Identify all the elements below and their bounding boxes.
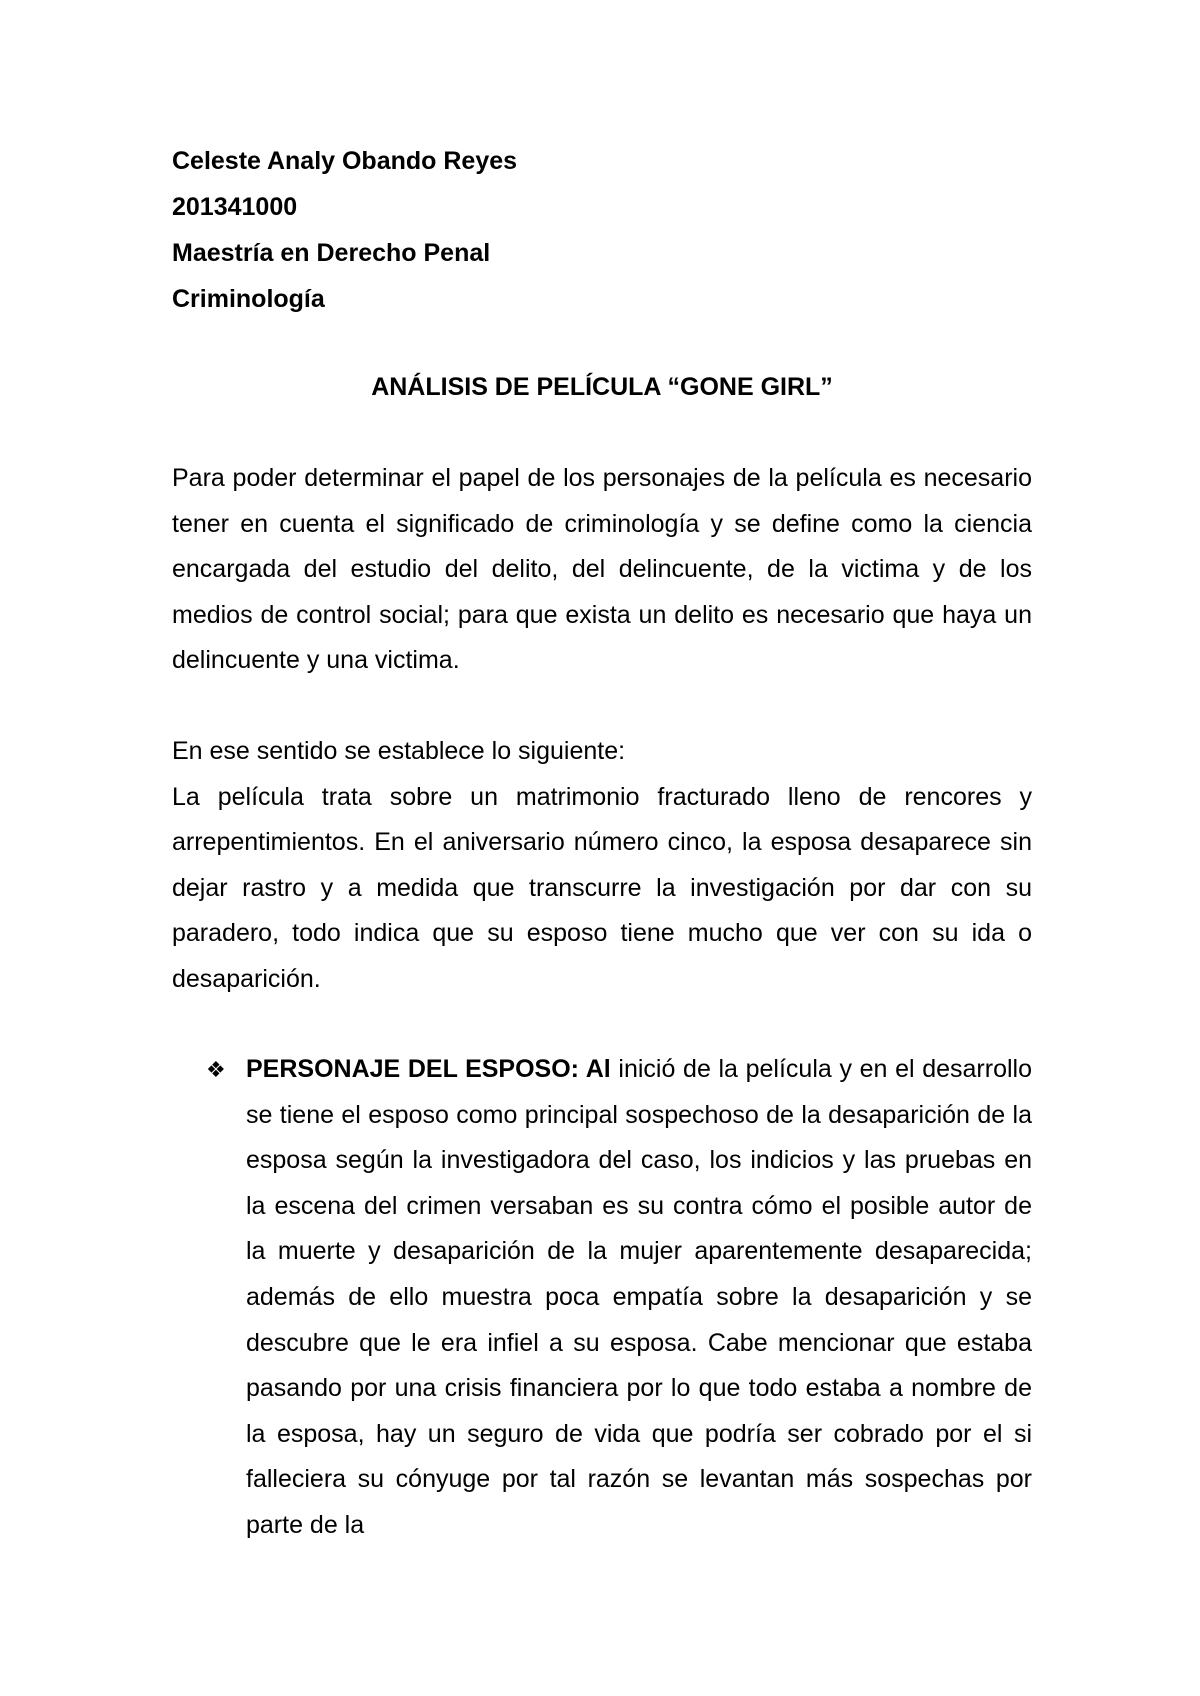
synopsis-text: La película trata sobre un matrimonio fracturado lleno de rencores y arrepentimientos. En el aniversario número cinco, la esposa desaparece sin dejar rastro y a medida que transcurre la investigación por dar con su paradero, todo indica que su esposo tiene mucho que ver con su ida o desaparición. (172, 782, 1032, 993)
document-title: ANÁLISIS DE PELÍCULA “GONE GIRL” (371, 373, 833, 401)
author-name: Celeste Analy Obando Reyes (172, 147, 518, 175)
intro-paragraph (172, 456, 1032, 684)
author-header (172, 138, 1032, 322)
synopsis-paragraph (172, 729, 1032, 1003)
synopsis-intro: En ese sentido se establece lo siguiente: (172, 737, 626, 765)
bullet-text: inició de la película y en el desarrollo se tiene el esposo como principal sospechoso de la desaparición de la esposa según la investigadora del caso, los indicios y las pruebas en la escena del crimen versaban es su contra cómo el posible autor de la muerte y desaparición de la mujer aparentemente desaparecida; además de ello muestra poca empatía sobre la desaparición y se descubre que le era infiel a su esposa. Cabe mencionar que estaba pasando por una crisis financiera por lo que todo estaba a nombre de la esposa, hay un seguro de vida que podría ser cobrado por el si falleciera su cónyuge por tal razón se levantan más sospechas por parte de la (246, 1055, 1032, 1539)
diamond-bullet-icon: ❖ (206, 1057, 226, 1082)
intro-paragraph-text: Para poder determinar el papel de los personajes de la película es necesario tener en cuenta el significado de criminología y se define como la ciencia encargada del estudio del delito, del delincuente, de la victima y de los medios de control social; para que exista un delito es necesario que haya un delincuente y una victima. (172, 464, 1032, 675)
student-id: 201341000 (172, 193, 298, 221)
bullet-paragraph (246, 1047, 1032, 1549)
program-name: Maestría en Derecho Penal (172, 239, 491, 267)
course-name: Criminología (172, 285, 325, 313)
bullet-heading: PERSONAJE DEL ESPOSO: Al (246, 1055, 611, 1083)
